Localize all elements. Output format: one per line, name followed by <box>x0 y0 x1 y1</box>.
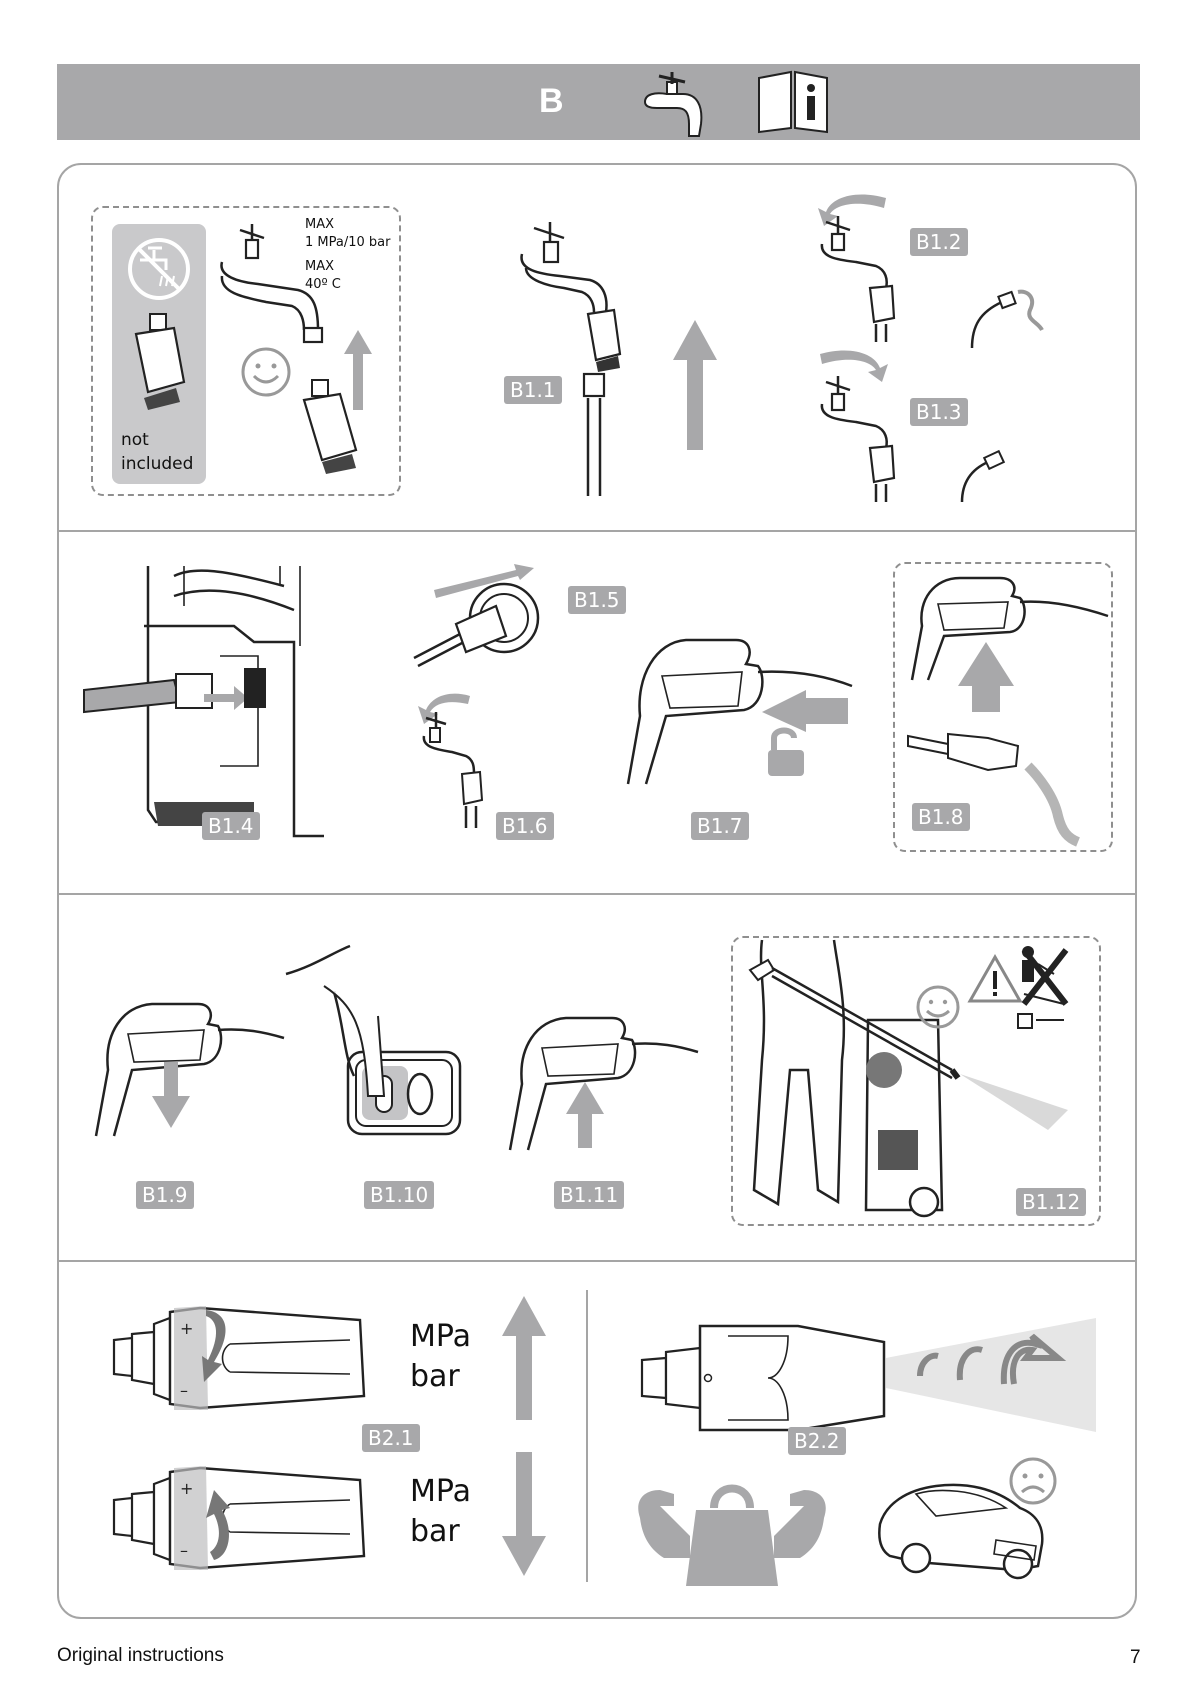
trigger-release-illustration <box>94 1000 284 1140</box>
heavy-dirt-strong-arms-icon <box>634 1478 830 1588</box>
pressure-value: 1 MPa/10 bar <box>305 235 391 250</box>
rotary-nozzle-illustration <box>638 1322 888 1432</box>
hose-end-icon <box>958 448 1018 504</box>
pressure-up-unit-mpa: MPa <box>410 1319 472 1354</box>
row-divider-2 <box>59 893 1135 895</box>
row-divider-3 <box>59 1260 1135 1262</box>
step-label-b1-6: B1.6 <box>496 812 554 840</box>
step-label-b1-11: B1.11 <box>554 1181 624 1209</box>
pressure-increase-arrow-icon <box>502 1296 546 1420</box>
svg-text:–: – <box>180 1541 188 1560</box>
pressure-down-unit-bar: bar <box>410 1514 460 1549</box>
tap-close-illustration <box>820 374 900 504</box>
tap-open-small-illustration <box>422 710 492 830</box>
step-label-b1-8: B1.8 <box>912 803 970 831</box>
rotating-spray-jet-icon <box>886 1318 1102 1432</box>
tap-adapter-icon <box>124 312 194 412</box>
arrow-up-large-icon <box>673 320 717 450</box>
step-label-b2-1: B2.1 <box>362 1424 420 1452</box>
temperature-value: 40º C <box>305 277 341 292</box>
hose-flushing-icon <box>968 286 1048 350</box>
svg-text:+: + <box>180 1319 194 1338</box>
nozzle-rotate-decrease-illustration <box>110 1460 372 1572</box>
svg-text:–: – <box>180 1381 188 1400</box>
max-temperature-label: MAX <box>305 259 335 274</box>
no-spraying-people-electrical-icon <box>1014 944 1084 1034</box>
tap-open-illustration <box>820 214 900 344</box>
step-label-b1-7: B1.7 <box>691 812 749 840</box>
plug-into-socket-illustration <box>410 562 540 672</box>
step-label-b1-1: B1.1 <box>504 376 562 404</box>
step-label-b1-5: B1.5 <box>568 586 626 614</box>
section-header-bar <box>57 64 1140 140</box>
step-label-b1-9: B1.9 <box>136 1181 194 1209</box>
step-label-b1-12: B1.12 <box>1016 1188 1086 1216</box>
not-included-line2: included <box>121 454 194 474</box>
pressure-decrease-arrow-icon <box>502 1452 546 1576</box>
svg-text:+: + <box>180 1479 194 1498</box>
pressure-down-unit-mpa: MPa <box>410 1474 472 1509</box>
unlocked-padlock-icon <box>766 728 806 778</box>
step-label-b2-2: B2.2 <box>788 1427 846 1455</box>
step-label-b1-10: B1.10 <box>364 1181 434 1209</box>
sad-face-icon <box>1008 1456 1058 1506</box>
tap-hose-connection-illustration <box>520 218 630 498</box>
power-switch-press-illustration <box>284 946 462 1136</box>
max-pressure-label: MAX <box>305 217 335 232</box>
section-letter: B <box>539 82 564 120</box>
step-label-b1-4: B1.4 <box>202 812 260 840</box>
no-hot-water-icon <box>126 236 192 302</box>
step-label-b1-3: B1.3 <box>910 398 968 426</box>
machine-hose-inlet-illustration <box>84 566 334 838</box>
page-number: 7 <box>1130 1647 1141 1668</box>
trigger-pull-illustration <box>508 1014 698 1154</box>
row4-vertical-divider <box>586 1290 588 1582</box>
gun-hose-connect-illustration <box>626 636 856 786</box>
smiley-face-small-icon <box>915 984 961 1030</box>
footer-original-instructions: Original instructions <box>57 1645 224 1666</box>
water-tap-icon <box>637 68 717 140</box>
not-included-line1: not <box>121 430 149 450</box>
nozzle-rotate-increase-illustration <box>110 1300 372 1410</box>
step-label-b1-2: B1.2 <box>910 228 968 256</box>
smiley-face-icon <box>240 346 292 398</box>
adapter-on-ground-icon <box>302 378 362 474</box>
row-divider-1 <box>59 530 1135 532</box>
pressure-up-unit-bar: bar <box>410 1359 460 1394</box>
manual-info-icon <box>755 70 831 134</box>
